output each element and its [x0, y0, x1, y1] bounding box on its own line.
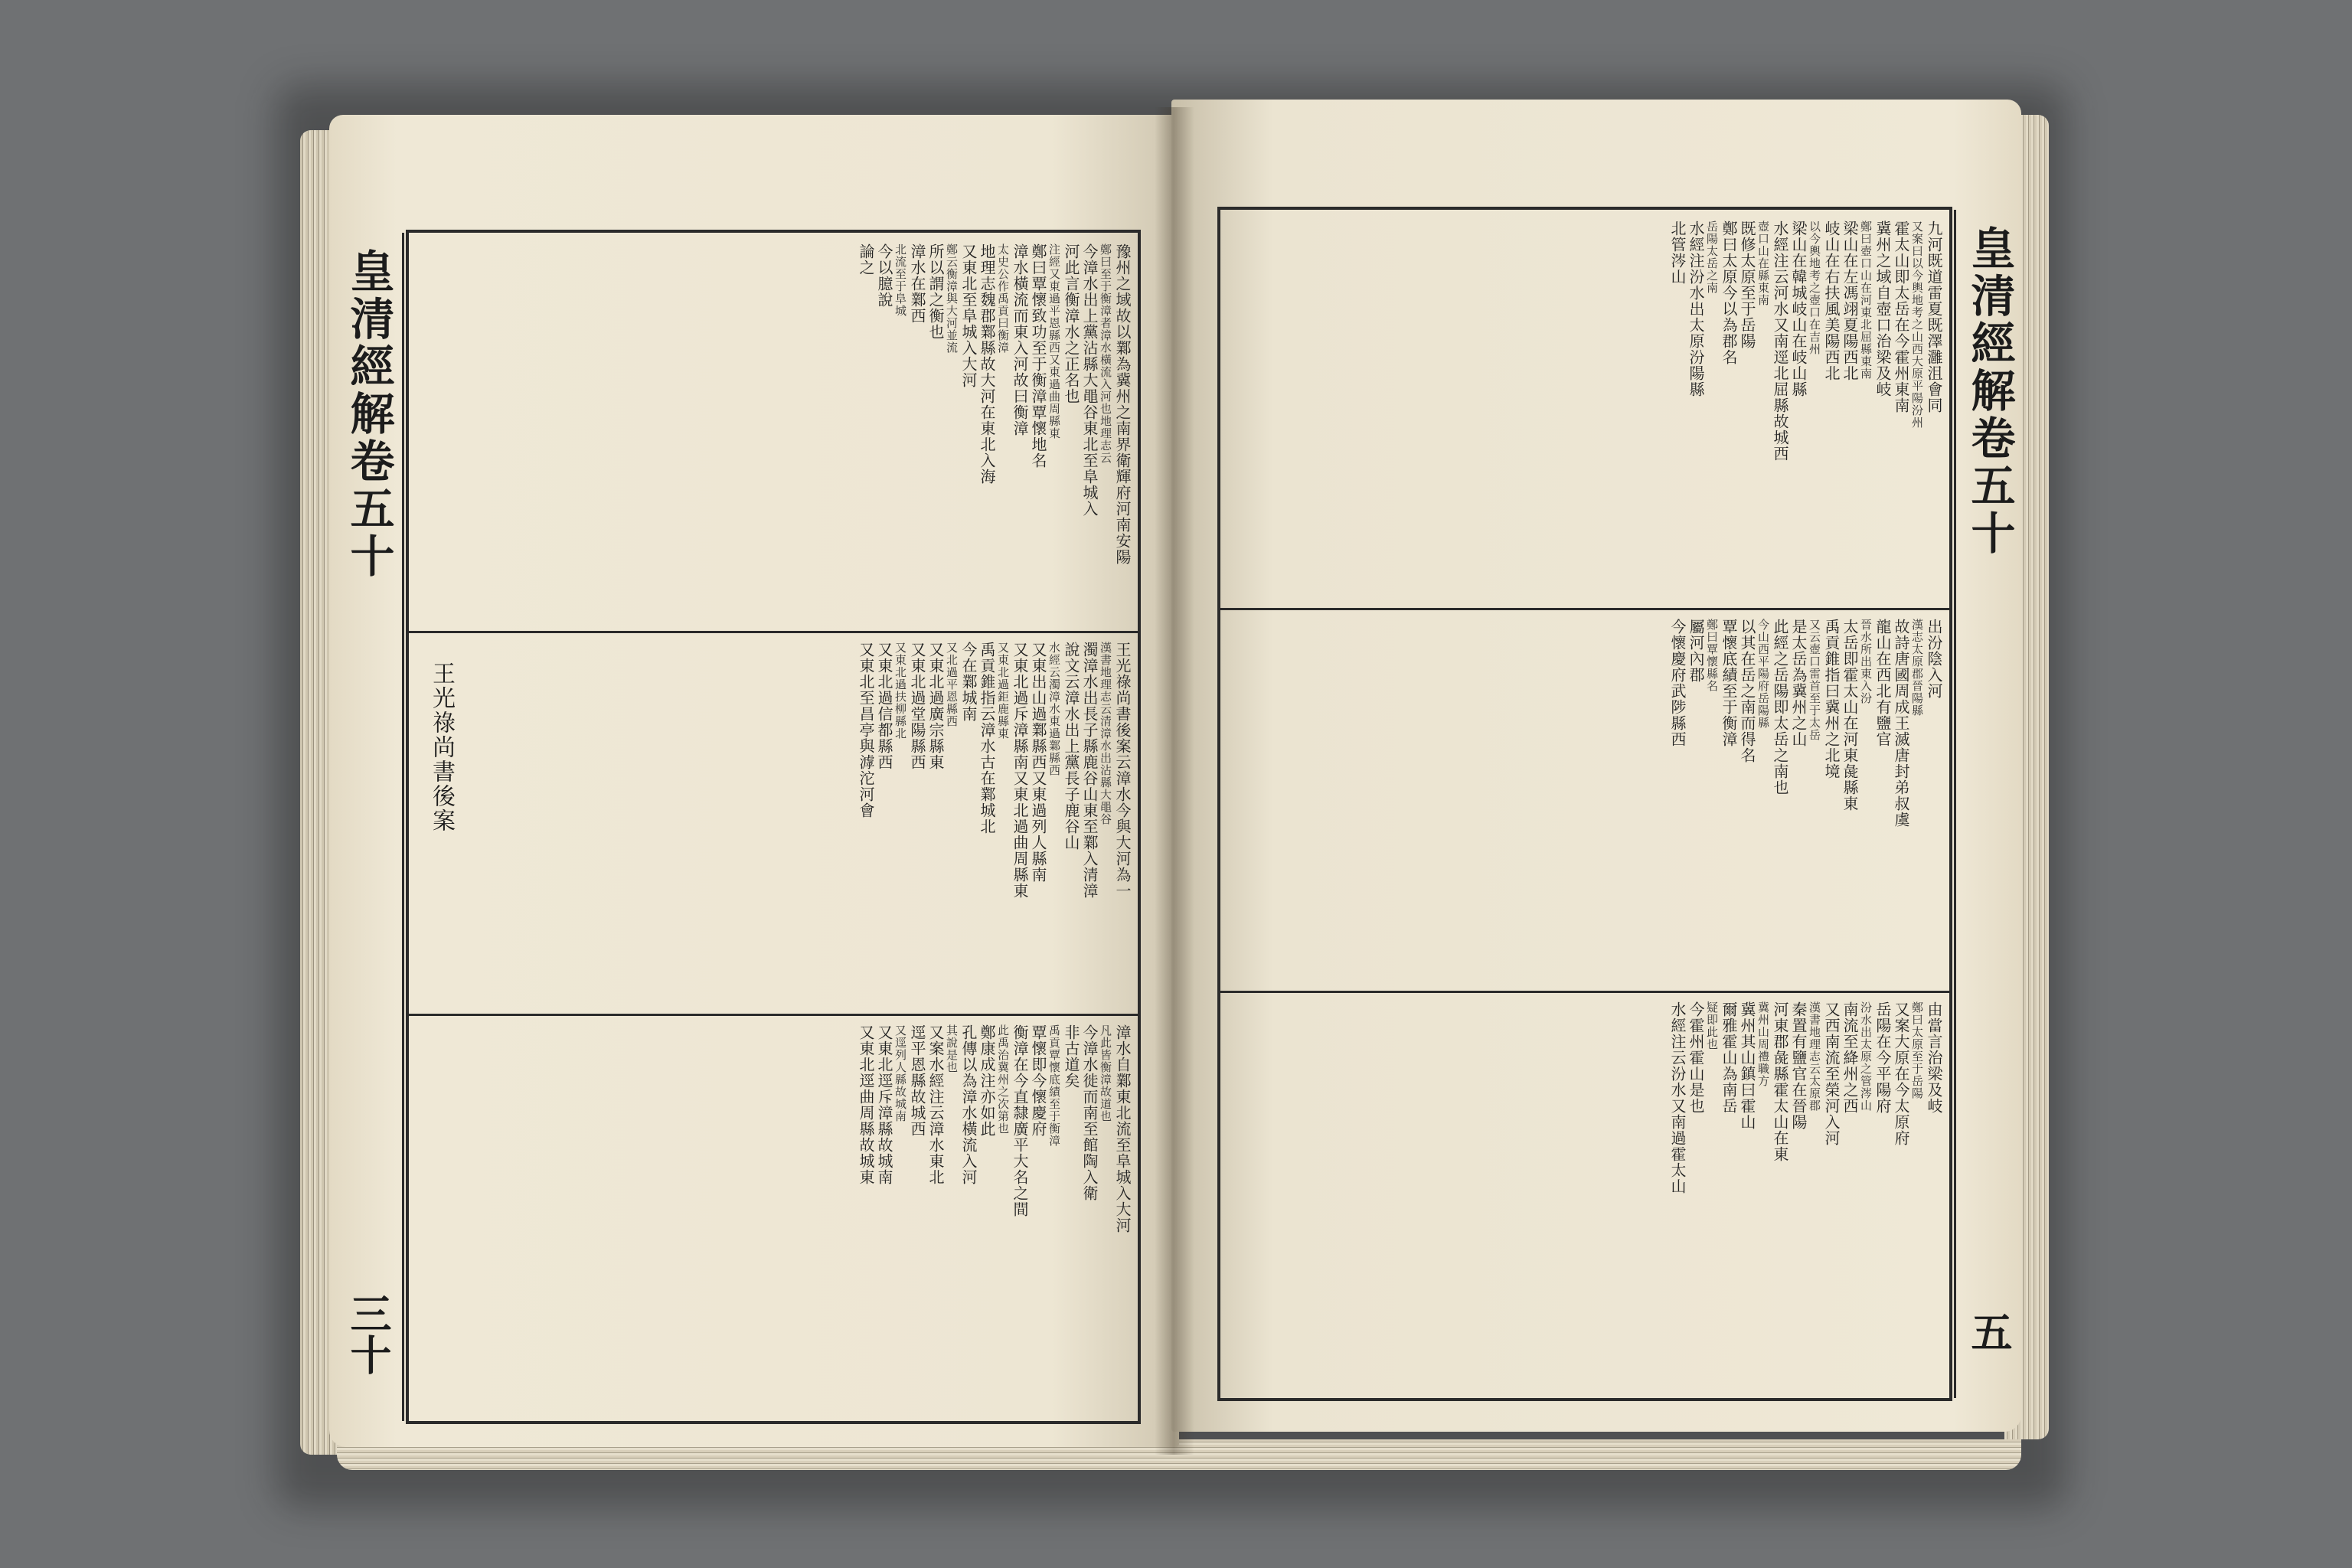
text-column: 故詩唐國周成王滅唐封弟叔虞 [1892, 619, 1910, 828]
left-columns-top [410, 243, 1130, 623]
text-column: 地理志魏郡鄴縣故大河在東北入海 [978, 243, 996, 485]
text-column: 又東北至昌亭與滹沱河會 [857, 642, 875, 818]
text-column: 又案曰以今輿地考之山西大原平陽汾州 [1910, 220, 1924, 429]
text-column: 衡漳在今直隸廣平大名之間 [1011, 1024, 1029, 1217]
text-column: 南流至絳州之西 [1841, 1001, 1859, 1114]
text-column: 岳陽在今平陽府 [1873, 1001, 1892, 1114]
text-column: 梁山在左馮翊夏陽西北 [1841, 220, 1859, 381]
text-column: 又逕列人縣故城南 [893, 1024, 907, 1122]
text-column: 水經注汾水出太原汾陽縣 [1687, 220, 1705, 397]
text-column: 逕平恩縣故城西 [908, 1024, 926, 1137]
text-column: 又西南流至榮河入河 [1822, 1001, 1841, 1146]
text-column: 北流至于阜城 [893, 243, 907, 317]
right-band-divider-2 [1220, 991, 1949, 993]
text-column: 今懷慶府武陟縣西 [1668, 619, 1687, 747]
text-column: 鄭云衡漳與大河並流 [945, 243, 959, 354]
text-column: 太岳即霍太山在河東彘縣東 [1841, 619, 1859, 812]
text-column: 是太岳為冀州之山 [1789, 619, 1808, 747]
left-author-line: 王光祿尚書後案 [428, 662, 455, 833]
text-column: 冀州之域自壺口治梁及岐 [1873, 220, 1892, 397]
text-column: 王光祿尚書後案云漳水今與大河為一 [1113, 642, 1132, 899]
text-column: 岳陽太岳之南 [1705, 220, 1719, 294]
right-band-divider-1 [1220, 608, 1949, 610]
left-page [329, 115, 1179, 1447]
text-column: 今漳水徙而南至館陶入衛 [1080, 1024, 1099, 1201]
text-column: 注經又東過平恩縣西又東過曲周縣東 [1047, 243, 1061, 439]
text-column: 漢書地理志云清漳水出沾縣大黽谷 [1099, 642, 1112, 825]
text-column: 所以謂之衡也 [926, 243, 945, 340]
text-column: 汾水出太原之管涔山 [1859, 1001, 1873, 1112]
text-column: 鄭康成注亦如此 [978, 1024, 996, 1137]
text-column: 太史公作禹貢曰衡漳 [996, 243, 1010, 354]
text-column: 由當言治梁及岐 [1925, 1001, 1943, 1114]
text-column: 晉水所出東入汾 [1859, 619, 1873, 704]
text-column: 又東北至阜城入大河 [959, 243, 978, 388]
text-column: 其說是也 [945, 1024, 959, 1073]
text-column: 此禹治冀州之次第也 [996, 1024, 1010, 1135]
text-column: 漢志太原郡晉陽縣 [1910, 619, 1924, 717]
text-column: 北管涔山 [1668, 220, 1687, 285]
text-column: 又東北逕斥漳縣故城南 [875, 1024, 893, 1185]
text-column: 今在鄴城南 [959, 642, 978, 722]
text-column: 今山西平陽府岳陽縣 [1756, 619, 1770, 729]
text-column: 鄭曰壺口山在河東北屈縣東南 [1859, 220, 1873, 380]
text-column: 既修太原至于岳陽 [1738, 220, 1756, 349]
text-column: 龍山在西北有鹽官 [1873, 619, 1892, 747]
left-margin-column [335, 233, 404, 1421]
text-column: 水經云濁漳水東過鄴縣西 [1047, 642, 1061, 776]
text-column: 非古道矣 [1062, 1024, 1080, 1089]
text-column: 禹貢錐指曰冀州之北境 [1822, 619, 1841, 779]
left-band-divider-2 [409, 1014, 1138, 1016]
text-column: 梁山在韓城岐山在岐山縣 [1789, 220, 1808, 397]
left-columns-middle [456, 642, 1130, 1004]
left-band-divider-1 [409, 631, 1138, 633]
right-text-frame [1217, 207, 2016, 1401]
text-column: 岐山在右扶風美陽西北 [1822, 220, 1841, 381]
text-column: 鄭曰太原今以為郡名 [1720, 220, 1738, 365]
right-columns-middle [1222, 619, 1942, 982]
text-column: 覃懷即今懷慶府 [1029, 1024, 1047, 1137]
text-column: 爾雅霍山為南岳 [1720, 1001, 1738, 1114]
left-running-title: 皇清經解卷五十 [342, 248, 395, 580]
text-column: 又東北過鉅鹿縣東 [996, 642, 1010, 740]
text-column: 又案大原在今太原府 [1892, 1001, 1910, 1146]
text-column: 霍太山即太岳在今霍州東南 [1892, 220, 1910, 413]
text-column: 鄭曰覃懷縣名 [1705, 619, 1719, 692]
text-column: 鄭曰至于衡漳者漳水橫流入河也地理志云 [1099, 243, 1112, 464]
text-column: 鄭曰覃懷致功至于衡漳覃懷地名 [1029, 243, 1047, 469]
text-column: 水經注云河水又南逕北屈縣故城西 [1771, 220, 1789, 462]
text-column: 漢書地理志云太原郡 [1808, 1001, 1821, 1112]
text-column: 又東出山過鄴縣西又東過列人縣南 [1029, 642, 1047, 883]
text-column: 出汾陰入河 [1925, 619, 1943, 699]
text-column: 以其在岳之南而得名 [1738, 619, 1756, 763]
text-column: 屬河內郡 [1687, 619, 1705, 683]
text-column: 又東北逕曲周縣故城東 [857, 1024, 875, 1185]
text-column: 論之 [857, 243, 875, 276]
right-page [1171, 100, 2021, 1432]
text-column: 疑即此也 [1705, 1001, 1719, 1050]
text-column: 又東北過扶柳縣北 [893, 642, 907, 740]
left-columns-bottom [410, 1024, 1130, 1415]
text-column: 又北過平恩縣西 [945, 642, 959, 727]
text-column: 今以臆說 [875, 243, 893, 308]
right-columns-top [1222, 220, 1942, 600]
right-running-title: 皇清經解卷五十 [1963, 225, 2016, 557]
text-column: 九河既道雷夏既澤灉沮會同 [1925, 220, 1943, 413]
text-column: 又云壺口雷首至于太岳 [1808, 619, 1821, 741]
text-column: 濁漳水出長子縣鹿谷山東至鄴入清漳 [1080, 642, 1099, 899]
text-column: 又東北過廣宗縣東 [926, 642, 945, 770]
left-text-frame [342, 230, 1141, 1424]
right-folio-number: 五 [1965, 1311, 2014, 1352]
text-column: 孔傳以為漳水橫流入河 [959, 1024, 978, 1185]
text-column: 漳水自鄴東北流至阜城入大河 [1113, 1024, 1132, 1233]
text-column: 冀州山周禮職方 [1756, 1001, 1770, 1087]
text-column: 又東北過堂陽縣西 [908, 642, 926, 770]
text-column: 凡此皆衡漳故道也 [1099, 1024, 1112, 1122]
text-column: 豫州之域故以鄴為冀州之南界衛輝府河南安陽 [1113, 243, 1132, 565]
book-gutter [1155, 107, 1194, 1455]
text-column: 又案水經注云漳水東北 [926, 1024, 945, 1185]
text-column: 又東北過斥漳縣南又東北過曲周縣東 [1011, 642, 1029, 899]
text-column: 冀州其山鎮曰霍山 [1738, 1001, 1756, 1130]
text-column: 今漳水出上黨沾縣大黽谷東北至阜城入 [1080, 243, 1099, 517]
text-column: 河此言衡漳水之正名也 [1062, 243, 1080, 404]
left-folio-number: 三十 [344, 1292, 393, 1375]
right-margin-column [1954, 210, 2023, 1398]
text-column: 以今輿地考之壺口在吉州 [1808, 220, 1821, 355]
text-column: 覃懷底績至于衡漳 [1720, 619, 1738, 747]
text-column: 禹貢錐指云漳水古在鄴城北 [978, 642, 996, 835]
text-column: 今霍州霍山是也 [1687, 1001, 1705, 1114]
text-column: 此經之岳陽即太岳之南也 [1771, 619, 1789, 795]
text-column: 又東北過信都縣西 [875, 642, 893, 770]
right-columns-bottom [1222, 1001, 1942, 1392]
text-column: 漳水橫流而東入河故曰衡漳 [1011, 243, 1029, 436]
text-column: 禹貢覃懷底績至于衡漳 [1047, 1024, 1061, 1147]
text-column: 鄭曰太原至于岳陽 [1910, 1001, 1924, 1099]
text-column: 壺口山在縣東南 [1756, 220, 1770, 306]
text-column: 漳水在鄴西 [908, 243, 926, 324]
text-column: 說文云漳水出上黨長子鹿谷山 [1062, 642, 1080, 851]
text-column: 水經注云汾水又南過霍太山 [1668, 1001, 1687, 1194]
text-column: 河東郡彘縣霍太山在東 [1771, 1001, 1789, 1162]
text-column: 秦置有鹽官在晉陽 [1789, 1001, 1808, 1130]
